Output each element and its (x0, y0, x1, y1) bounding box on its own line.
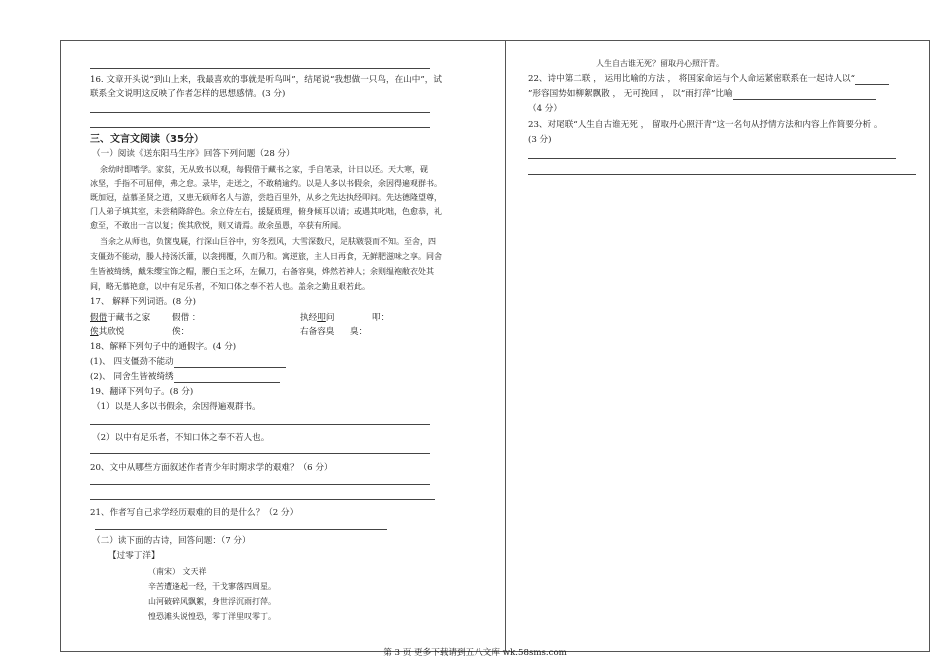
passage-line: 间，略无慕艳意，以中有足乐者，不知口体之奉不若人也。盖余之勤且艰若此。 (90, 282, 370, 291)
q17-answer-3[interactable]: 俟： (172, 327, 190, 337)
passage-line: 支僵劲不能动，媵人持汤沃灌，以衾拥覆，久而乃和。寓逆旅，主人日再食，无鲜肥滋味之享。同舍 (90, 252, 442, 261)
question-16-line2: 联系全文说明这反映了作者怎样的思想感情。(3 分) (90, 89, 286, 99)
page-footer: 第 3 页 更多下载请到五八文库 wk.58sms.com (383, 648, 567, 658)
answer-line[interactable] (90, 453, 430, 454)
answer-line[interactable] (90, 68, 430, 69)
section-3-title: 三、文言文阅读（35分） (90, 134, 204, 145)
poem-line: 辛苦遭逢起一经，干戈寥落四周星。 (148, 582, 276, 591)
passage-line: 冰坚，手指不可屈伸，弗之怠。录毕，走送之，不敢稍逾约。以是人多以书假余，余因得遍观群书。 (90, 179, 442, 188)
answer-blank[interactable] (174, 382, 280, 383)
answer-line[interactable] (90, 484, 430, 485)
poem-line: 惶恐滩头说惶恐，零丁洋里叹零丁。 (148, 612, 276, 621)
poem-author: （南宋） 文天祥 (148, 567, 207, 576)
q17-term-1: 假借于藏书之家 (90, 313, 151, 323)
question-22-line1: 22、诗中第二联 ， 运用比喻的方法 ， 将国家命运与个人命运紧密联系在一起诗人以“ (528, 74, 889, 85)
q19-item-1: （1）以是人多以书假余，余因得遍观群书。 (92, 402, 261, 412)
answer-line[interactable] (528, 158, 896, 159)
q17-answer-2[interactable]: 叩： (372, 313, 390, 323)
q18-item-1: (1)、 四支僵劲不能动 (90, 357, 286, 368)
question-16-line1: 16. 文章开头说“到山上来，我最喜欢的事就是听鸟叫”，结尾说“我想做一只鸟，在山中”，试 (90, 75, 442, 85)
question-18-label: 18、解释下列句子中的通假字。(4 分) (90, 342, 237, 352)
passage-line: 生皆被绮绣，戴朱缨宝饰之帽，腰白玉之环，左佩刀，右备容臭，烨然若神人；余则缊袍敝衣处其 (90, 267, 434, 276)
part-1-intro: （一）阅读《送东阳马生序》回答下列问题（28 分） (92, 149, 295, 159)
q17-term-2: 执经叩问 (300, 313, 335, 323)
question-17-label: 17、 解释下列词语。(8 分) (90, 297, 196, 307)
q18-item-2: (2)、 同舍生皆被绮绣 (90, 372, 280, 383)
q19-item-2: （2）以中有足乐者，不知口体之奉不若人也。 (92, 433, 270, 443)
passage-line: 当余之从师也，负箧曳屣，行深山巨谷中，穷冬烈风，大雪深数尺，足肤皲裂而不知。至舍，四 (100, 237, 436, 246)
question-23-line2: (3 分) (528, 135, 552, 145)
q17-answer-4[interactable]: 臭： (350, 327, 368, 337)
passage-line: 愈至，不敢出一言以复；俟其欣悦，则又请焉。故余虽愚，卒获有所闻。 (90, 221, 346, 230)
poem-line: 山河破碎风飘絮，身世浮沉雨打萍。 (148, 597, 276, 606)
question-22-line3: （4 分） (528, 104, 562, 114)
part-2-intro: （二）读下面的古诗，回答问题：（7 分） (92, 536, 251, 546)
column-divider (505, 40, 506, 652)
question-19-label: 19、翻译下列句子。(8 分) (90, 387, 194, 397)
question-22-line2: ”形容国势如柳絮飘散 ， 无可挽回 ， 以“雨打萍”比喻 (528, 89, 876, 100)
passage-line: 余幼时即嗜学。家贫，无从致书以观，每假借于藏书之家，手自笔录，计日以还。天大寒，砚 (100, 165, 428, 174)
answer-line[interactable] (90, 112, 430, 113)
answer-line[interactable] (90, 424, 430, 425)
answer-line[interactable] (90, 499, 435, 500)
question-21: 21、作者写自己求学经历艰难的目的是什么？（2 分） (90, 508, 299, 518)
question-23-line1: 23、对尾联“人生自古谁无死 ， 留取丹心照汗青”这一名句从抒情方法和内容上作简要分析 。 (528, 120, 883, 130)
passage-line: 门人弟子填其室，未尝稍降辞色。余立侍左右，援疑质理，俯身倾耳以请；或遇其叱咄，色愈恭，礼 (90, 207, 442, 216)
answer-blank[interactable] (855, 84, 889, 85)
answer-blank[interactable] (174, 367, 286, 368)
question-20: 20、文中从哪些方面叙述作者青少年时期求学的艰难？（6 分） (90, 463, 333, 473)
q17-term-3: 俟其欣悦 (90, 327, 125, 337)
q17-answer-1[interactable]: 假借 ： (172, 313, 201, 323)
passage-line: 既加冠，益慕圣贤之道，又患无硕师名人与游，尝趋百里外，从乡之先达执经叩问。先达德隆望尊， (90, 193, 442, 202)
answer-blank[interactable] (733, 99, 876, 100)
answer-line[interactable] (90, 127, 430, 128)
poem-title: 【过零丁洋】 (108, 551, 160, 561)
answer-line[interactable] (95, 529, 387, 530)
q17-term-4: 右备容臭 (300, 327, 335, 337)
poem-line: 人生自古谁无死？留取丹心照汗青。 (596, 59, 724, 68)
answer-line[interactable] (528, 174, 916, 175)
